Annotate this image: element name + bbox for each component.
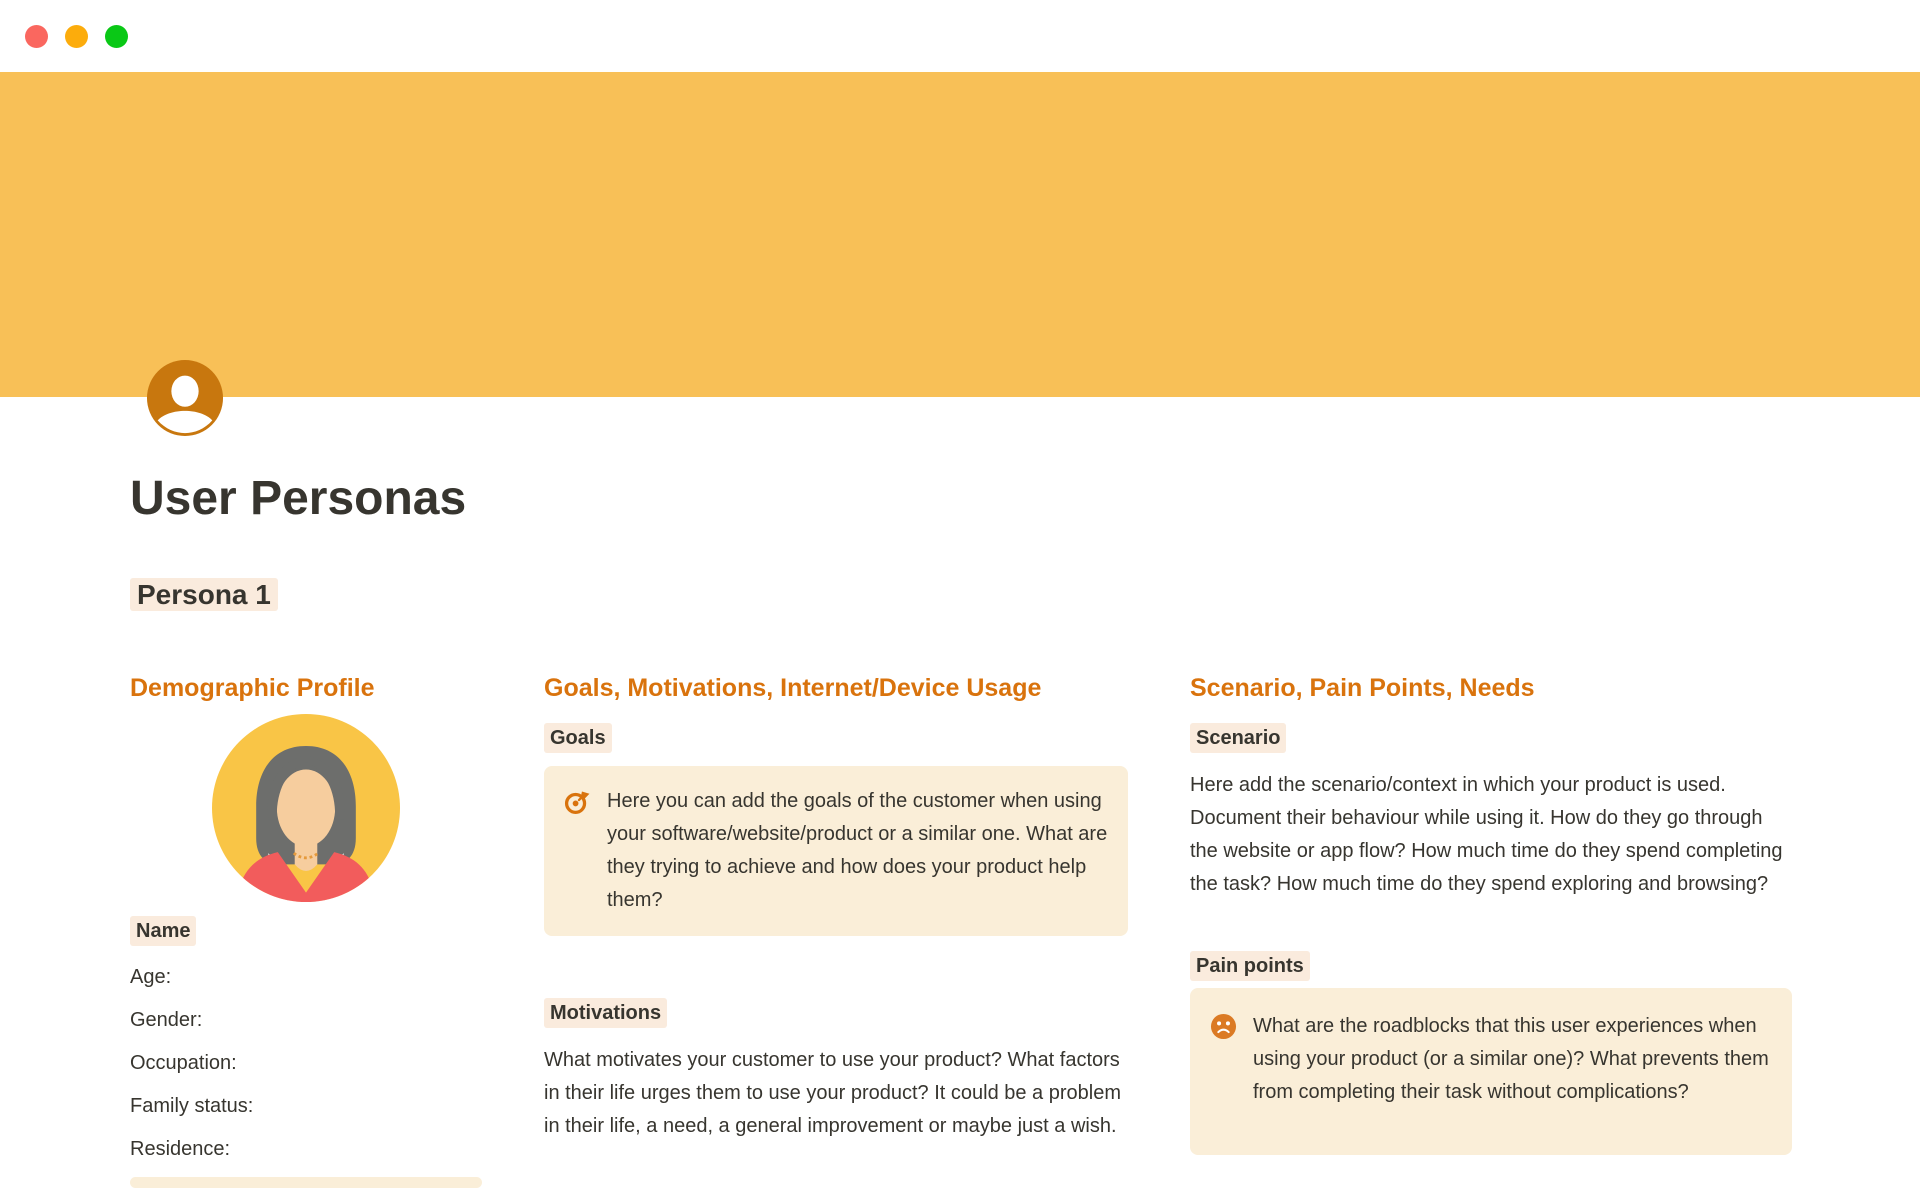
name-label[interactable]: Name xyxy=(130,916,196,946)
pain-points-label[interactable]: Pain points xyxy=(1190,951,1310,981)
motivations-label[interactable]: Motivations xyxy=(544,998,667,1028)
cropped-callout-block[interactable] xyxy=(130,1177,482,1188)
field-family-status[interactable]: Family status: xyxy=(130,1095,254,1117)
page-content xyxy=(130,470,1792,1188)
column-goals-motivations xyxy=(544,672,1128,1188)
window-titlebar xyxy=(0,0,1920,72)
persona-heading[interactable] xyxy=(130,576,1792,614)
close-window-button[interactable] xyxy=(25,25,48,48)
scenario-label[interactable]: Scenario xyxy=(1190,723,1286,753)
goals-label[interactable]: Goals xyxy=(544,723,612,753)
sad-face-icon xyxy=(1210,1013,1237,1040)
goals-callout-text: Here you can add the goals of the customer when using your software/website/product or a similar one. What are they trying to achieve and how does your product help them? xyxy=(607,790,1108,911)
fullscreen-window-button[interactable] xyxy=(105,25,128,48)
pain-points-callout[interactable] xyxy=(1190,988,1792,1155)
field-occupation[interactable]: Occupation: xyxy=(130,1052,237,1074)
field-gender[interactable]: Gender: xyxy=(130,1009,203,1031)
traffic-lights xyxy=(25,25,128,48)
pain-callout-text: What are the roadblocks that this user experiences when using your product (or a similar one)? What prevents them from completing their task without complications? xyxy=(1253,1015,1769,1103)
goals-callout[interactable] xyxy=(544,766,1128,936)
person-bust-icon[interactable] xyxy=(146,359,224,437)
scenario-pain-heading[interactable]: Scenario, Pain Points, Needs xyxy=(1190,674,1535,702)
column-scenario-pain xyxy=(1190,672,1792,1188)
goals-motivations-heading[interactable]: Goals, Motivations, Internet/Device Usage xyxy=(544,674,1042,702)
motivations-text[interactable]: What motivates your customer to use your product? What factors in their life urges them to use your product? It could be a problem in their life, a need, a general improvement or maybe just a wish. xyxy=(544,1049,1121,1137)
field-age[interactable]: Age: xyxy=(130,966,172,988)
column-demographic xyxy=(130,672,482,1188)
page-title[interactable]: User Personas xyxy=(130,472,467,525)
scenario-text[interactable]: Here add the scenario/context in which your product is used. Document their behaviour while using it. How do they go through the website or app flow? How much time do they spend completing the task? How much time do they spend exploring and browsing? xyxy=(1190,774,1783,895)
field-residence[interactable]: Residence: xyxy=(130,1138,231,1160)
page-cover xyxy=(0,72,1920,397)
persona-columns xyxy=(130,672,1792,1188)
woman-avatar-illustration[interactable] xyxy=(130,714,482,902)
minimize-window-button[interactable] xyxy=(65,25,88,48)
persona-heading-highlight: Persona 1 xyxy=(130,578,278,611)
demographic-heading[interactable]: Demographic Profile xyxy=(130,674,375,702)
target-icon xyxy=(564,788,591,815)
